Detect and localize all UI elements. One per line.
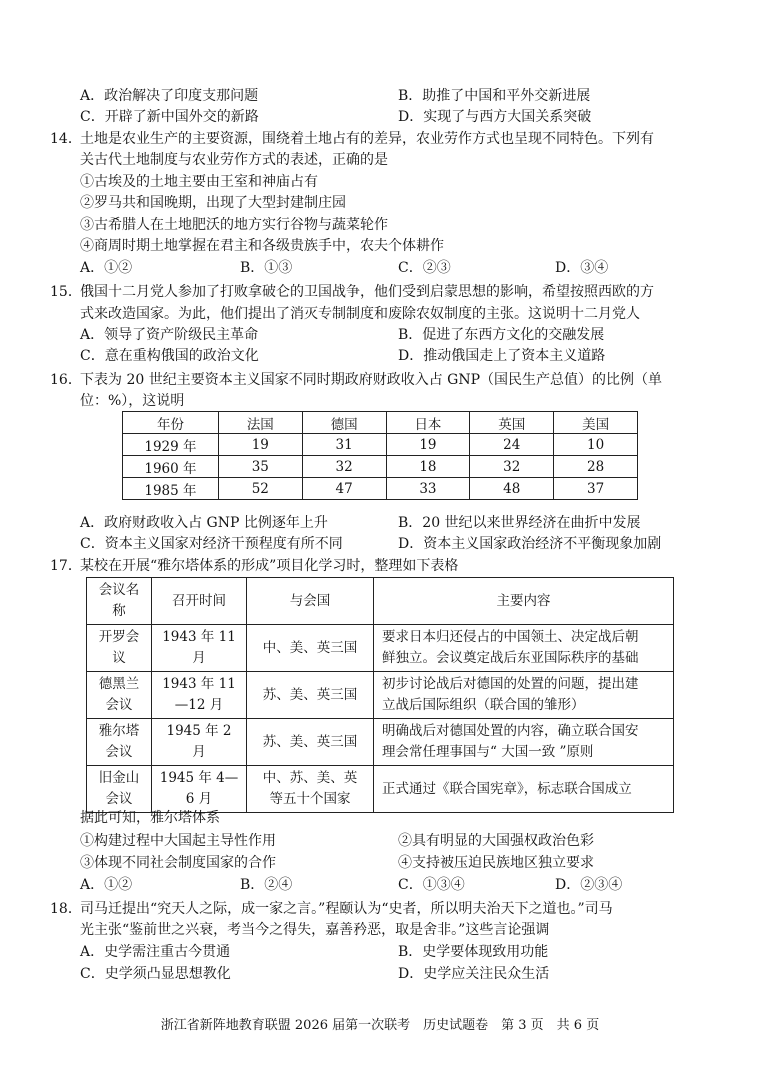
page-footer: 浙江省新阵地教育联盟 2026 届第一次联考 历史试题卷 第 3 页 共 6 页 xyxy=(160,1018,600,1033)
table-cell: 1929 年 xyxy=(123,434,219,456)
table-header-row xyxy=(123,412,638,434)
table-cell: 1945 年 2 月 xyxy=(152,719,247,766)
table-cell: 18 xyxy=(386,456,470,478)
q15-stem-line2: 式来改造国家。为此，他们提出了消灭专制制度和废除农奴制度的主张。这说明十二月党人 xyxy=(80,306,640,322)
table-row xyxy=(87,672,674,719)
table-row xyxy=(87,766,674,813)
q14-option-b: B．①③ xyxy=(240,260,293,276)
q14-item-3: ③古希腊人在土地肥沃的地方实行谷物与蔬菜轮作 xyxy=(80,217,388,233)
q15-stem-line1: 俄国十二月党人参加了打败拿破仑的卫国战争，他们受到启蒙思想的影响，希望按照西欧的方 xyxy=(80,284,654,300)
q13-option-d: D．实现了与西方大国关系突破 xyxy=(398,109,592,125)
q16-stem-line1: 下表为 20 世纪主要资本主义国家不同时期政府财政收入占 GNP（国民生产总值）的比例（单 xyxy=(80,372,663,388)
table-row xyxy=(123,434,638,456)
table-cell: 33 xyxy=(386,478,470,500)
table-header-cell: 年份 xyxy=(123,412,219,434)
table-cell: 雅尔塔 会议 xyxy=(87,719,152,766)
table-cell: 1985 年 xyxy=(123,478,219,500)
q17-item-2: ②具有明显的大国强权政治色彩 xyxy=(398,833,594,849)
table-cell: 初步讨论战后对德国的处置的问题，提出建 立战后国际组织（联合国的雏形） xyxy=(374,672,674,719)
q15-option-a: A．领导了资产阶级民主革命 xyxy=(80,327,259,343)
yalta-conference-table xyxy=(86,577,674,813)
q15-option-d: D．推动俄国走上了资本主义道路 xyxy=(398,348,606,364)
table-cell: 32 xyxy=(470,456,554,478)
q18-option-b: B．史学要体现致用功能 xyxy=(398,944,549,960)
q17-item-3: ③体现不同社会制度国家的合作 xyxy=(80,855,276,871)
table-cell: 1960 年 xyxy=(123,456,219,478)
q13-option-b: B．助推了中国和平外交新进展 xyxy=(398,88,591,104)
q16-option-b: B．20 世纪以来世界经济在曲折中发展 xyxy=(398,515,641,531)
q17-number: 17． xyxy=(50,558,82,574)
q14-number: 14． xyxy=(50,131,82,147)
q18-stem-line1: 司马迁提出“究天人之际，成一家之言。”程颐认为“史者，所以明夫治天下之道也。”司马 xyxy=(80,901,613,917)
q18-stem-line2: 光主张“鉴前世之兴衰，考当今之得失，嘉善矜恶，取是舍非。”这些言论强调 xyxy=(80,922,550,938)
q15-option-b: B．促进了东西方文化的交融发展 xyxy=(398,327,605,343)
table-cell: 旧金山 会议 xyxy=(87,766,152,813)
table-cell: 德黑兰 会议 xyxy=(87,672,152,719)
table-header-row xyxy=(87,578,674,625)
table-cell: 正式通过《联合国宪章》，标志联合国成立 xyxy=(374,766,674,813)
table-row xyxy=(123,456,638,478)
table-row xyxy=(123,478,638,500)
table-cell: 苏、美、英三国 xyxy=(247,719,374,766)
q18-number: 18． xyxy=(50,901,82,917)
q17-option-a: A．①② xyxy=(80,877,133,893)
table-header-cell: 与会国 xyxy=(247,578,374,625)
table-header-cell: 会议名 称 xyxy=(87,578,152,625)
q17-option-c: C．①③④ xyxy=(398,877,465,893)
table-header-cell: 英国 xyxy=(470,412,554,434)
q14-item-2: ②罗马共和国晚期，出现了大型封建制庄园 xyxy=(80,195,346,211)
table-cell: 19 xyxy=(386,434,470,456)
table-row xyxy=(87,625,674,672)
table-header-cell: 美国 xyxy=(554,412,638,434)
table-cell: 开罗会 议 xyxy=(87,625,152,672)
table-cell: 明确战后对德国处置的内容，确立联合国安 理会常任理事国与“ 大国一致 ”原则 xyxy=(374,719,674,766)
q14-option-c: C．②③ xyxy=(398,260,451,276)
q14-item-4: ④商周时期土地掌握在君主和各级贵族手中，农夫个体耕作 xyxy=(80,238,444,254)
table-header-cell: 主要内容 xyxy=(374,578,674,625)
q18-option-d: D．史学应关注民众生活 xyxy=(398,966,550,982)
table-cell: 48 xyxy=(470,478,554,500)
table-cell: 1945 年 4— 6 月 xyxy=(152,766,247,813)
table-cell: 19 xyxy=(218,434,302,456)
table-row xyxy=(87,719,674,766)
table-header-cell: 召开时间 xyxy=(152,578,247,625)
table-cell: 28 xyxy=(554,456,638,478)
table-header-cell: 日本 xyxy=(386,412,470,434)
q14-stem-line1: 土地是农业生产的主要资源，围绕着土地占有的差异，农业劳作方式也呈现不同特色。下列有 xyxy=(80,131,654,147)
table-cell: 37 xyxy=(554,478,638,500)
table-cell: 苏、美、英三国 xyxy=(247,672,374,719)
q14-option-d: D．③④ xyxy=(555,260,609,276)
q17-item-1: ①构建过程中大国起主导性作用 xyxy=(80,833,276,849)
table-header-cell: 法国 xyxy=(218,412,302,434)
q14-item-1: ①古埃及的土地主要由王室和神庙占有 xyxy=(80,174,318,190)
q17-option-d: D．②③④ xyxy=(555,877,623,893)
table-cell: 35 xyxy=(218,456,302,478)
table-cell: 中、苏、美、英 等五十个国家 xyxy=(247,766,374,813)
q17-after-text: 据此可知，雅尔塔体系 xyxy=(80,810,220,826)
q17-stem: 某校在开展“雅尔塔体系的形成”项目化学习时，整理如下表格 xyxy=(80,558,459,574)
q15-option-c: C．意在重构俄国的政治文化 xyxy=(80,348,259,364)
table-cell: 1943 年 11 月 xyxy=(152,625,247,672)
q16-number: 16． xyxy=(50,372,82,388)
q15-number: 15． xyxy=(50,284,82,300)
table-cell: 要求日本归还侵占的中国领土、决定战后朝 鲜独立。会议奠定战后东亚国际秩序的基础 xyxy=(374,625,674,672)
q14-stem-line2: 关古代土地制度与农业劳作方式的表述，正确的是 xyxy=(80,152,388,168)
table-cell: 24 xyxy=(470,434,554,456)
table-cell: 47 xyxy=(302,478,386,500)
q17-item-4: ④支持被压迫民族地区独立要求 xyxy=(398,855,594,871)
q16-option-c: C．资本主义国家对经济干预程度有所不同 xyxy=(80,536,343,552)
table-cell: 中、美、英三国 xyxy=(247,625,374,672)
table-cell: 31 xyxy=(302,434,386,456)
q16-stem-line2: 位：%），这说明 xyxy=(80,393,185,409)
q16-option-a: A．政府财政收入占 GNP 比例逐年上升 xyxy=(80,515,328,531)
q13-option-a: A．政治解决了印度支那问题 xyxy=(80,88,259,104)
gnp-ratio-table xyxy=(122,411,638,500)
q14-option-a: A．①② xyxy=(80,260,133,276)
table-cell: 1943 年 11 —12 月 xyxy=(152,672,247,719)
table-cell: 32 xyxy=(302,456,386,478)
q18-option-c: C．史学须凸显思想教化 xyxy=(80,966,231,982)
q18-option-a: A．史学需注重古今贯通 xyxy=(80,944,231,960)
table-header-cell: 德国 xyxy=(302,412,386,434)
q17-option-b: B．②④ xyxy=(240,877,293,893)
table-cell: 52 xyxy=(218,478,302,500)
table-cell: 10 xyxy=(554,434,638,456)
q16-option-d: D．资本主义国家政治经济不平衡现象加剧 xyxy=(398,536,662,552)
q13-option-c: C．开辟了新中国外交的新路 xyxy=(80,109,259,125)
